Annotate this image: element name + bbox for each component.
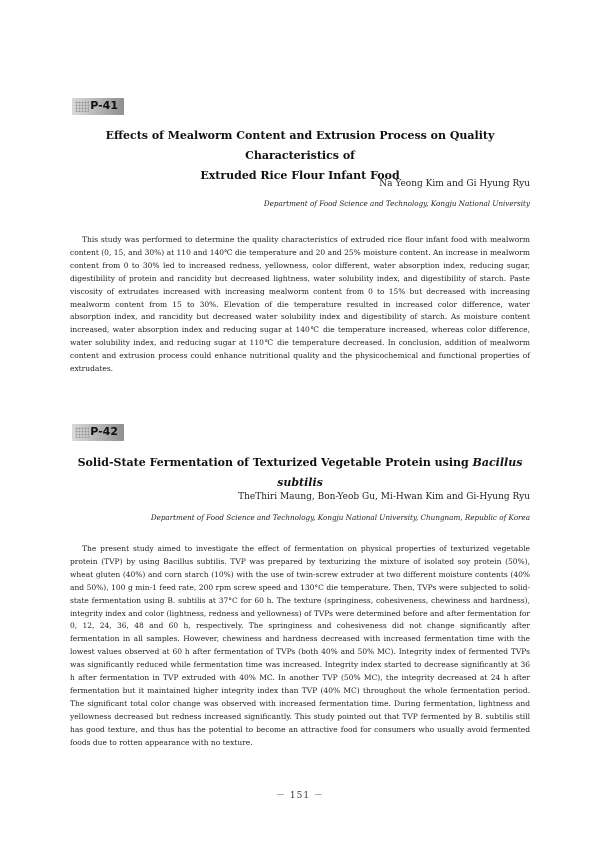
poster-badge-label: P-42	[90, 425, 118, 438]
poster-badge-p42	[72, 424, 124, 441]
poster-badge-label: P-41	[90, 99, 118, 112]
paper-title-species: Bacillus subtilis	[277, 456, 523, 489]
abstract-p41: This study was performed to determine the quality characteristics of extruded rice flour infant food with mealworm content (0, 15, and 30%) at 110 and 140℃ die temperature and 20 and 25% moisture content. An increase in mealworm content from 0 to 30% led to increased redness, yellowness, color different, water absorption index, reducing sugar, digestibility of protein and rancidity but decreased lightness, water solubility index, and digestibility of starch. Paste viscosity of extrudates increased with increasing mealworm content from 0 to 15% but decreased with increasing mealworm content from 15 to 30%. Elevation of die temperature resulted in increased color difference, water absorption index, and rancidity but decreased water solubility index and digestibility of starch. As moisture content increased, water absorption index and reducing sugar at 140℃ die temperature increased, whereas color difference, water solubility index, and reducing sugar at 110℃ die temperature decreased. In conclusion, addition of mealworm content and extrusion process could enhance nutritional quality and the physicochemical and functional properties of extrudates.	[70, 235, 530, 374]
page-number: － 151 －	[276, 791, 324, 801]
authors-p42: TheThiri Maung, Bon-Yeob Gu, Mi-Hwan Kim and Gi-Hyung Ryu	[238, 492, 530, 502]
abstract-p42: The present study aimed to investigate the effect of fermentation on physical properties of texturized vegetable protein (TVP) by using Bacillus subtilis. TVP was prepared by texturizing the mixture of isolated soy protein (50%), wheat gluten (40%) and corn starch (10%) with the use of twin-screw extruder at two different moisture contents (40% and 50%), 100 g min-1 feed rate, 200 rpm screw speed and 130°C die temperature. Then, TVPs were subjected to solid-state fermentation using B. subtilis at 37°C for 60 h. The texture (springiness, cohesiveness, chewiness and hardness), integrity index and color (lightness, redness and yellowness) of TVPs were determined before and after fermentation for 0, 12, 24, 36, 48 and 60 h, respectively. The springiness and cohesiveness did not change significantly after fermentation in all samples. However, chewiness and hardness decreased with increased fermentation time with the lowest values observed at 60 h after fermentation of TVPs (both 40% and 50% MC). Integrity index of fermented TVPs was significantly reduced while fermentation time was increased. Integrity index started to decrease significantly at 36 h after fermentation in TVP extruded with 40% MC. In another TVP (50% MC), the integrity decreased at 24 h after fermentation but it maintained higher integrity index than TVP (40% MC) throughout the whole fermentation period. The significant total color change was observed with increased fermentation time. During fermentation, lightness and yellowness decreased but redness increased significantly. This study pointed out that TVP fermented by B. subtilis still has good texture, and thus has the potential to become an attractive food for consumers who usually avoid fermented foods due to rotten appearance with no texture.	[70, 544, 530, 747]
paper-title-p42	[60, 453, 540, 493]
paper-title-line-2: Extruded Rice Flour Infant Food	[200, 169, 400, 182]
paper-title-line-1: Effects of Mealworm Content and Extrusion Process on Quality Characteristics of	[105, 129, 495, 162]
authors-p41: Na Yeong Kim and Gi Hyung Ryu	[379, 179, 530, 189]
paper-title-p41	[60, 126, 540, 186]
poster-badge-p41	[72, 98, 124, 115]
affiliation-p41: Department of Food Science and Technology, Kongju National University	[263, 199, 530, 208]
badge-dots-decoration	[75, 427, 89, 438]
paper-title-main: Solid-State Fermentation of Texturized Vegetable Protein using	[77, 456, 473, 469]
badge-dots-decoration	[75, 101, 89, 112]
affiliation-p42: Department of Food Science and Technology, Kongju National University, Chungnam, Republic of Korea	[150, 513, 530, 522]
